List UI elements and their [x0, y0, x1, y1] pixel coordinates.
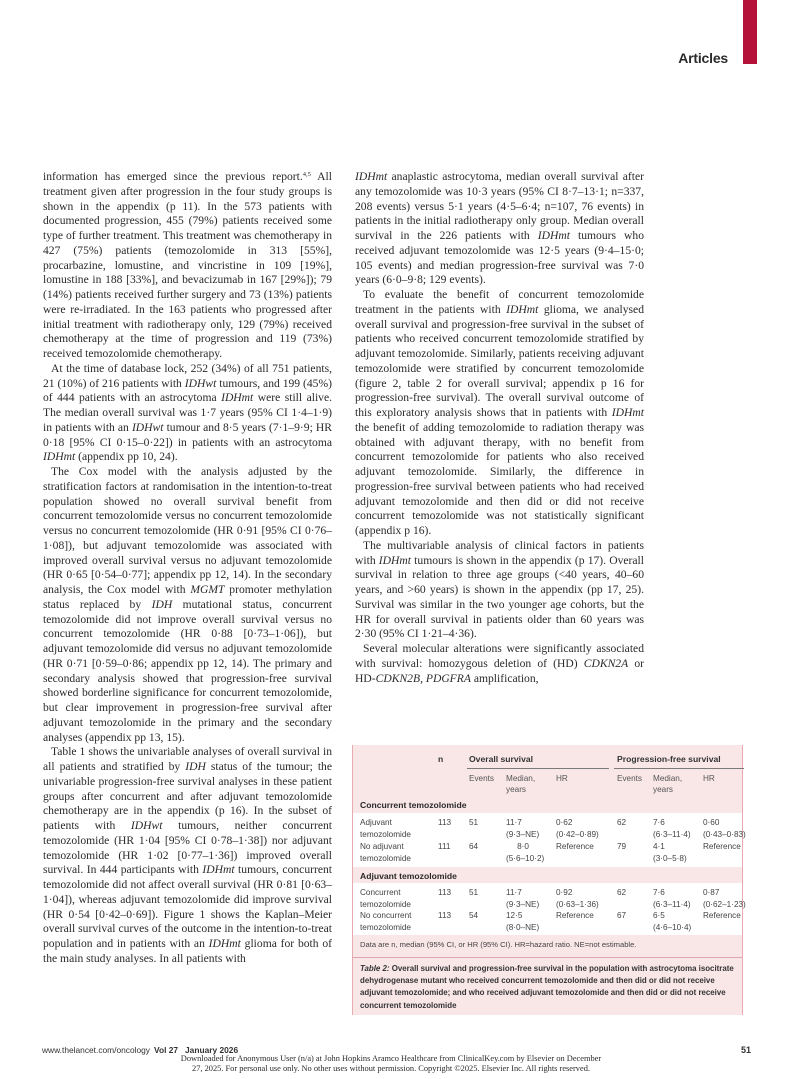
text-run: the benefit of adding temozolomide to radiation therapy was obtained with adjuvant therapy, with no benefit from concurrent temozolomide for patients who also received adjuvant temozolomide. Similarly, the difference in progression-free survival between patients who had received adjuvant temozolomide and then did or did not receive concurrent temozolomide was not statistically significant (appendix p 16). [355, 420, 644, 537]
column-header-n: n [438, 754, 444, 764]
cell-os-median: 11·7 (9·3–NE) [506, 888, 540, 909]
paragraph [355, 170, 644, 288]
paragraph [355, 288, 644, 539]
gene-term: CDKN2B [375, 671, 421, 685]
text-run: Several molecular alterations were significantly associated with survival: homozygous deletion of (HD) [355, 642, 644, 670]
paragraph [355, 642, 644, 686]
citation-superscript[interactable]: 4,5 [302, 171, 311, 178]
paragraph [43, 170, 332, 362]
paragraph [43, 362, 332, 465]
download-notice-line: Downloaded for Anonymous User (n/a) at John Hopkins Aramco Healthcare from ClinicalKey.com by Elsevier on December [180, 1054, 602, 1063]
gene-term: IDH [151, 597, 173, 611]
table-footnote: Data are n, median (95% CI, or HR (95% CI). HR=hazard ratio. NE=not estimable. [360, 940, 637, 949]
row-label: Adjuvant temozolomide [360, 818, 411, 839]
text-run: amplification, [470, 671, 539, 685]
header-line: years [653, 785, 674, 794]
page-number: 51 [741, 1045, 752, 1055]
cell-pfs-events: 67 [617, 911, 627, 920]
journal-brand-bar [743, 0, 757, 64]
cell-os-median: 8·0 (5·6–10·2) [506, 842, 545, 863]
table-caption-text: Overall survival and progression-free survival in the population with astrocytoma isocitrate dehydrogenase mutant who received concurrent temozolomide and then did or did not receive adjuvant temozolomide; and who received adjuvant temozolomide and then did or did not receive concurrent temozolomide [360, 964, 734, 1010]
cell-os-median: 11·7 (9·3–NE) [506, 818, 540, 839]
text-run: tumours, neither concurrent temozolomide (HR 1·04 [95% CI 0·78–1·38]) nor adjuvant temozolomide (HR 1·02 [0·77–1·36]) improved overall survival. In 444 participants with [43, 819, 332, 877]
text-run: information has emerged since the previous report. [43, 170, 303, 183]
header-rule-os [467, 768, 609, 769]
text-run: anaplastic astrocytoma, median overall survival after any temozolomide was 10·3 years (95% CI 8·7–13·1; n=337, 208 events) versus 5·1 years (4·5–6·4; n=107, 76 events) in patients in the initial radiotherapy only group. Median overall survival in the 226 patients with [355, 170, 644, 242]
cell-n: 113 [438, 818, 452, 827]
column-group-progression-free-survival: Progression-free survival [617, 754, 721, 764]
gene-term: MGMT [190, 583, 225, 596]
text-run: or HD- [355, 656, 644, 685]
table-2 [352, 745, 746, 1015]
header-line: Median, [653, 774, 683, 783]
column-header-pfs-median [653, 773, 682, 795]
cell-os-events: 54 [469, 911, 479, 920]
header-line: years [506, 785, 527, 794]
text-run: status of the tumour; the univariable progression-free survival analyses in these patient groups after concurrent and after adjuvant temozolomide chemotherapy are in the appendix (p 16). In the subset of patients with [43, 760, 332, 832]
text-run: glioma for both of the main study analyses. In all patients with [43, 937, 332, 965]
text-run: mutational status, concurrent temozolomide did not improve overall survival versus no concurrent temozolomide (HR 0·88 [0·73–1·06]), but adjuvant temozolomide did versus no adjuvant temozolomide (HR 0·71 [0·59–0·86; appendix pp 12, 14). The primary and secondary analysis showed that progression-free survival showed borderline significance for concurrent temozolomide, but clear improvement in progression-free survival after adjuvant temozolomide in the primary and the secondary analyses (appendix pp 13, 15). [43, 597, 332, 744]
section-label: Articles [678, 50, 728, 66]
gene-term: IDHmt [506, 302, 539, 316]
header-rule-pfs [614, 768, 744, 769]
cell-pfs-median: 4·1 (3·0–5·8) [653, 842, 687, 863]
cell-os-hr: 0·92 (0·63–1·36) [556, 888, 599, 909]
cell-pfs-median: 7·6 (6·3–11·4) [653, 888, 691, 909]
text-run: tumours, concurrent temozolomide did not affect overall survival (HR 0·81 [0·63–1·04]), whereas adjuvant temozolomide did improve survival (HR 0·54 [0·42–0·69]). Figure 1 shows the Kaplan–Meier overall survival curves of the outcome in the intention-to-treat population and in patients with an [43, 863, 332, 950]
text-run: glioma, we analysed overall survival and progression-free survival in the subset of patients who received concurrent temozolomide stratified by adjuvant temozolomide. Similarly, patients receiving adjuvant temozolomide were stratified by concurrent temozolomide (figure 2, table 2 for overall survival; appendix p 16 for progression-free survival). The overall survival outcome of this exploratory analysis shows that in patients with [355, 302, 645, 419]
cell-pfs-hr: 0·87 (0·62–1·23) [703, 888, 746, 909]
paragraph [43, 745, 332, 966]
gene-term: IDHwt [130, 819, 163, 832]
table-section-body [353, 883, 746, 935]
cell-pfs-hr: 0·60 (0·43–0·83) [703, 818, 746, 839]
text-run: tumours, and 199 (45%) of 444 patients with an astrocytoma [43, 376, 332, 405]
gene-term: PDGFRA [425, 671, 471, 685]
right-column [355, 170, 644, 686]
text-run: At the time of database lock, 252 (34%) of all 751 patients, 21 (10%) of 216 patients with [43, 361, 332, 390]
text-run: tumours who received adjuvant temozolomide was 12·5 years (9·4–15·0; 105 events) and median progression-free survival was 7·0 years (6·0–9·8; 129 events). [355, 229, 644, 287]
text-run: The multivariable analysis of clinical factors in patients with [355, 538, 644, 567]
column-header-pfs-events: Events [617, 774, 643, 783]
table-caption [360, 963, 736, 1012]
gene-term: IDHwt [184, 376, 217, 390]
cell-n: 113 [438, 888, 452, 897]
text-run: (appendix pp 10, 24). [75, 450, 178, 464]
left-column [43, 170, 332, 967]
row-label: Concurrent temozolomide [360, 888, 411, 909]
volume-issue: Vol 27 January 2026 [154, 1045, 239, 1055]
cell-n: 111 [438, 842, 451, 851]
header-line: Median, [506, 774, 536, 783]
cell-os-median: 12·5 (8·0–NE) [506, 911, 540, 932]
gene-term: IDHwt [131, 420, 164, 434]
gene-term: IDHmt [611, 406, 644, 419]
column-header-os-events: Events [469, 774, 495, 783]
caption-divider [353, 957, 742, 958]
text-run: Table 1 shows the univariable analyses of overall survival in all patients and stratified by [43, 745, 332, 773]
paragraph [43, 465, 332, 745]
text-run: promoter methylation status replaced by [43, 583, 332, 611]
cell-n: 113 [438, 911, 452, 920]
cell-pfs-events: 62 [617, 888, 627, 897]
row-label: No adjuvant temozolomide [360, 842, 411, 863]
text-run: tumours is shown in the appendix (p 17). Overall survival in relation to three age groups (<40 years, 40–60 years, and >60 years) is shown in the appendix (pp 17, 25). Survival was similar in the two younger age cohorts, but the HR for overall survival in patients older than 60 years was 2·30 (95% CI 1·21–4·36). [355, 553, 644, 641]
journal-url[interactable]: www.thelancet.com/oncology [42, 1045, 150, 1055]
cell-os-hr: 0·62 (0·42–0·89) [556, 818, 599, 839]
gene-term: IDHmt [355, 170, 388, 183]
cell-os-events: 51 [469, 888, 479, 897]
cell-os-hr: Reference [556, 911, 594, 920]
row-label: No concurrent temozolomide [360, 911, 412, 932]
cell-pfs-hr: Reference [703, 911, 741, 920]
cell-os-events: 51 [469, 818, 479, 827]
gene-term: IDHmt [202, 863, 235, 877]
cell-pfs-events: 62 [617, 818, 627, 827]
text-run: , [420, 671, 426, 685]
table-section-title: Concurrent temozolomide [360, 800, 467, 810]
cell-pfs-events: 79 [617, 842, 627, 851]
download-notice-line: 27, 2025. For personal use only. No other uses without permission. Copyright ©2025. Elsevier Inc. All rights reserved. [192, 1064, 590, 1074]
gene-term: IDHmt [208, 937, 241, 950]
text-run: tumour and 8·5 years (7·1–9·9; HR 0·18 [95% CI 0·15–0·22]) in patients with an astrocytoma [43, 420, 332, 449]
gene-term: IDHmt [43, 450, 76, 464]
text-run: All treatment given after progression in the four study groups is shown in the appendix (p 11). In the 573 patients with documented progression, 455 (79%) patients received some type of further treatment. This treatment was chemotherapy in 427 (75%) patients (temozolomide in 313 [55%], procarbazine, lomustine, and vincristine in 109 [19%], lomustine in 188 [33%], and bevacizumab in 167 [29%]); 79 (14%) patients received further surgery and 73 (13%) patients were re-irradiated. In the 163 patients who progressed after initial treatment with radiotherapy only, 129 (79%) received chemotherapy at the time of progression and 119 (73%) received temozolomide chemotherapy. [43, 170, 332, 360]
gene-term: CDKN2A [583, 656, 629, 670]
cell-pfs-hr: Reference [703, 842, 741, 851]
column-header-pfs-hr: HR [703, 774, 715, 783]
column-header-os-median [506, 773, 535, 795]
gene-term: IDH [185, 760, 206, 773]
table-section-body [353, 813, 746, 867]
cell-os-events: 64 [469, 842, 479, 851]
column-group-overall-survival: Overall survival [469, 754, 534, 764]
table-caption-label: Table 2: [360, 964, 390, 973]
cell-pfs-median: 6·5 (4·6–10·4) [653, 911, 692, 932]
cell-os-hr: Reference [556, 842, 594, 851]
column-header-os-hr: HR [556, 774, 568, 783]
gene-term: IDHmt [537, 229, 570, 242]
download-notice [156, 1054, 626, 1074]
cell-pfs-median: 7·6 (6·3–11·4) [653, 818, 691, 839]
gene-term: IDHmt [221, 391, 254, 405]
text-run: To evaluate the benefit of concurrent temozolomide treatment in the patients with [355, 288, 644, 316]
text-run: The Cox model with the analysis adjusted by the stratification factors at randomisation in the intention-to-treat population showed no overall survival benefit from concurrent temozolomide versus no concurrent temozolomide versus no concurrent temozolomide (HR 0·91 [95% CI 0·76–1·08]), but adjuvant temozolomide was associated with improved overall survival versus no adjuvant temozolomide (HR 0·65 [0·54–0·77]; appendix pp 12, 14). In the secondary analysis, the Cox model with [43, 465, 332, 596]
paragraph [355, 539, 644, 642]
text-run: were still alive. The median overall survival was 1·7 years (95% CI 1·4–1·9) in patients with an [43, 391, 333, 434]
table-section-title: Adjuvant temozolomide [360, 871, 457, 881]
gene-term: IDHmt [378, 553, 411, 567]
